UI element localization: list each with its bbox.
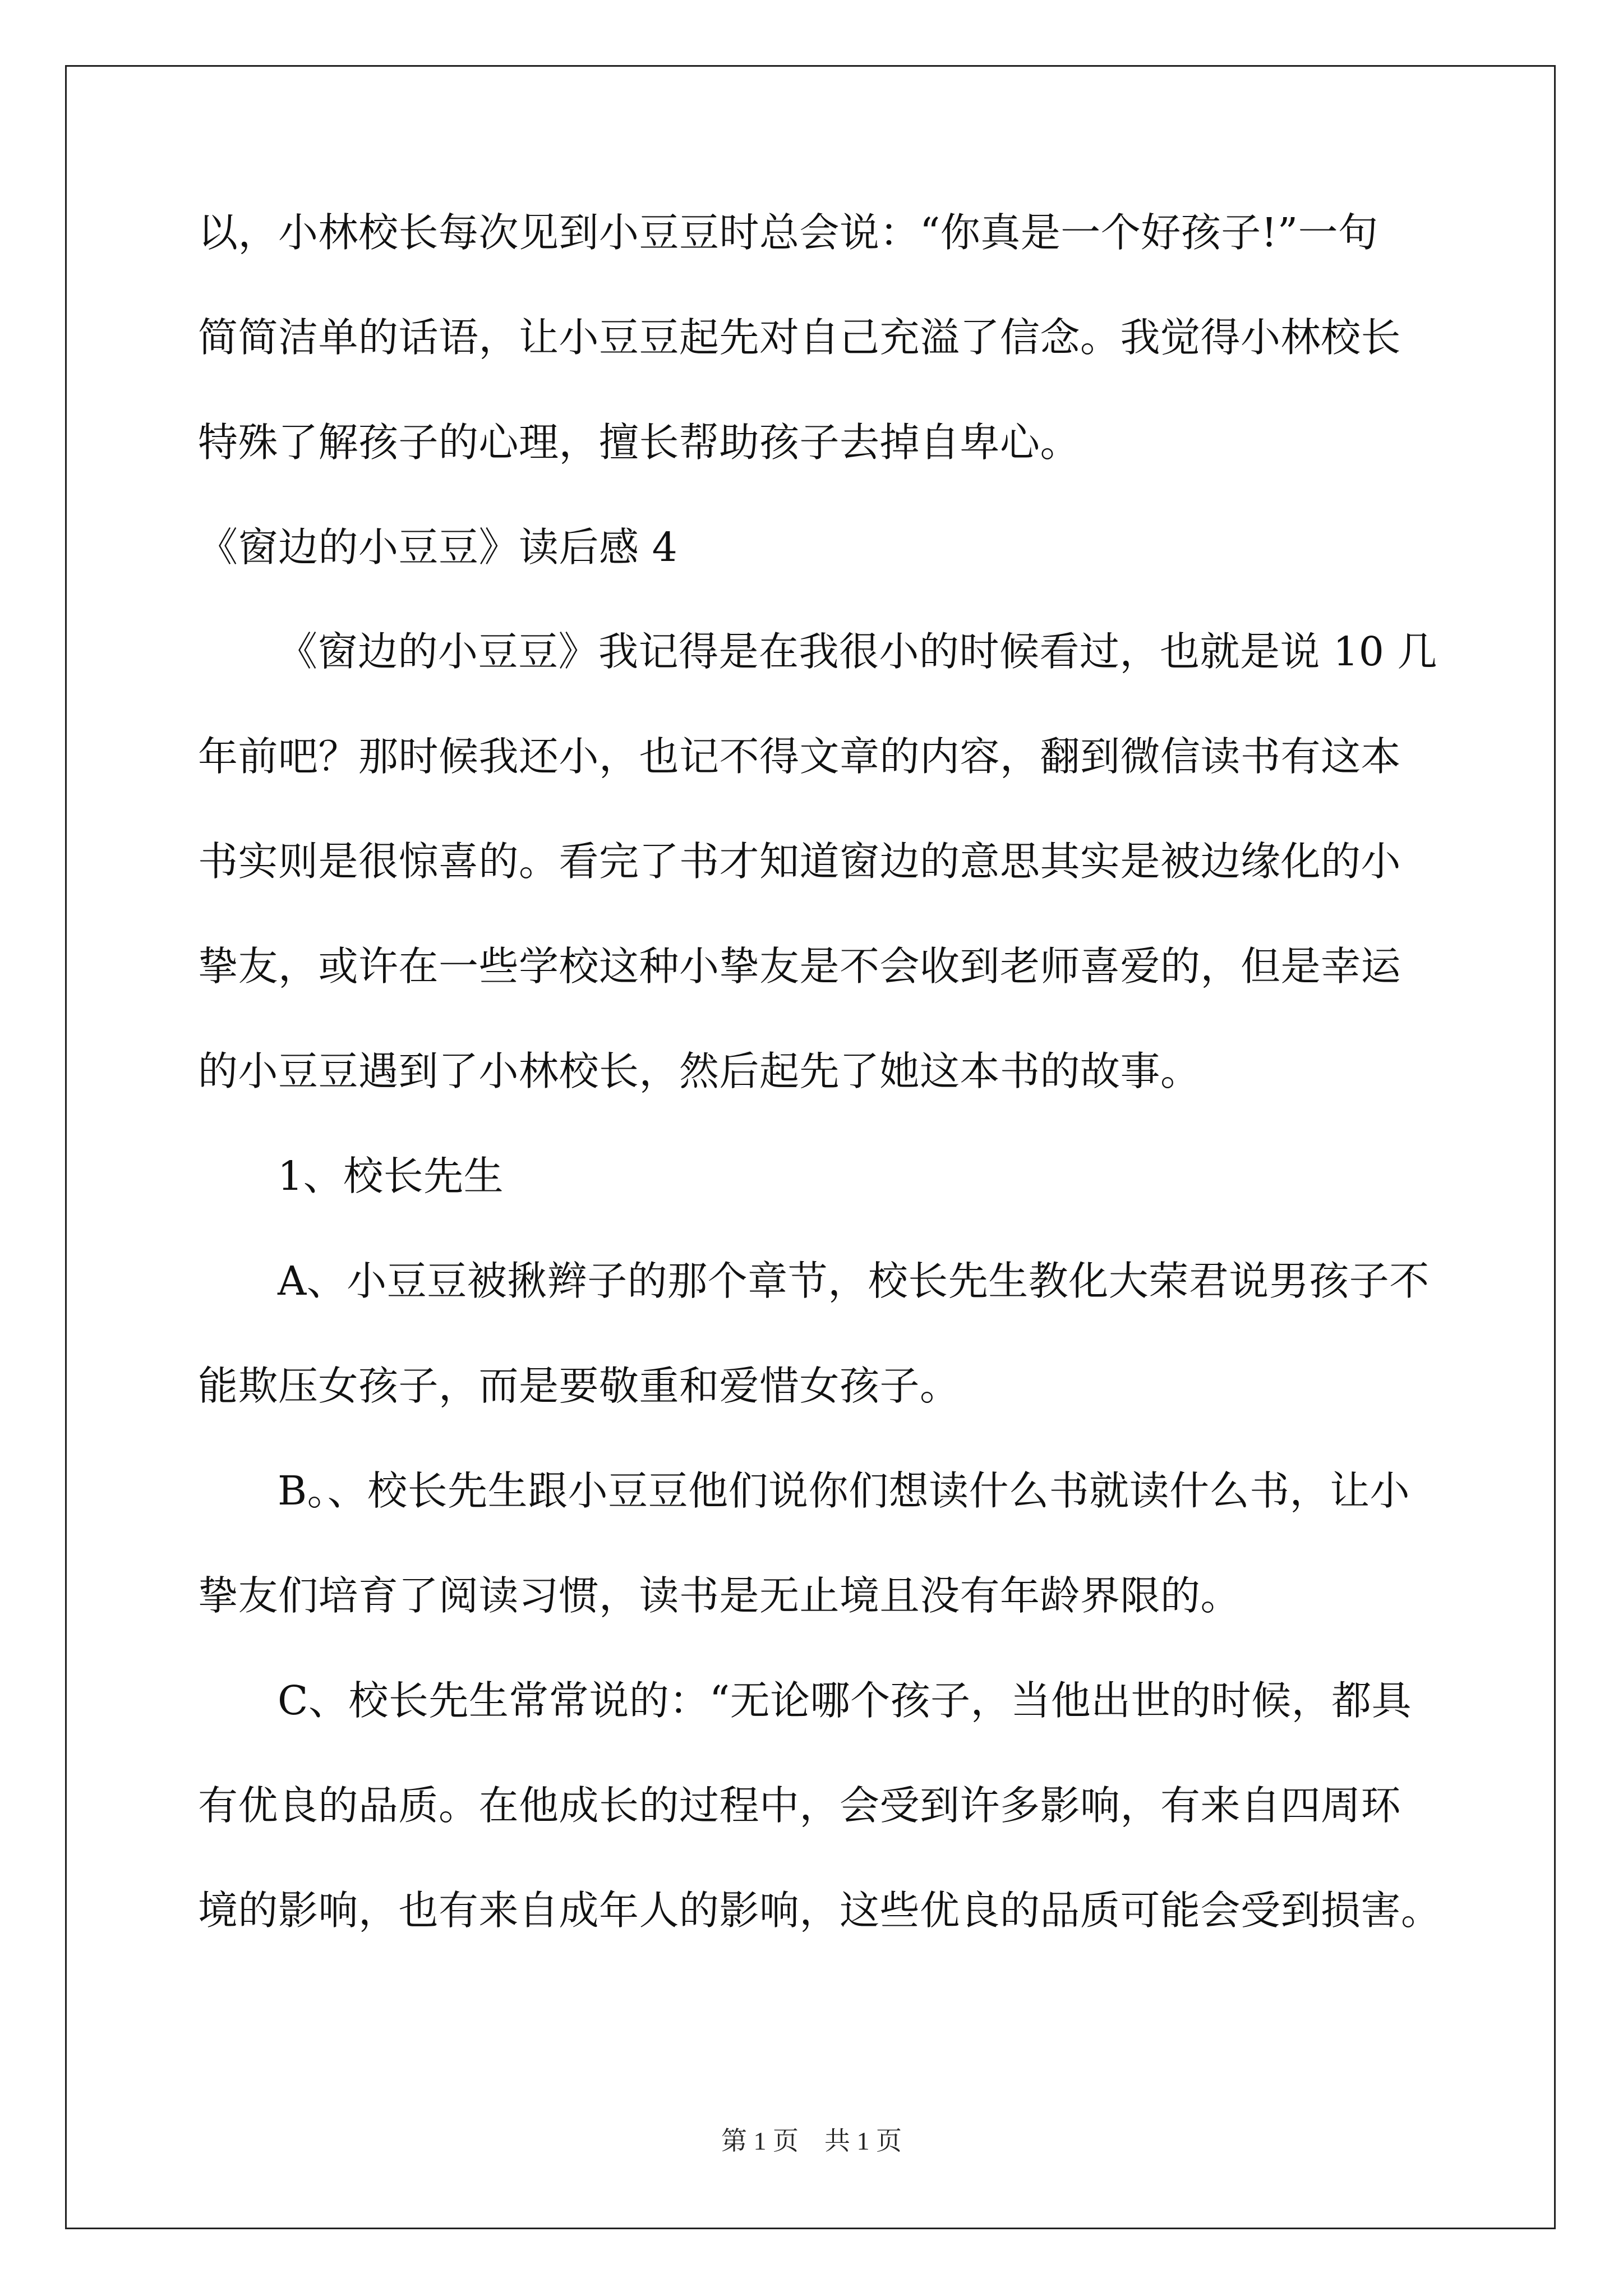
text-line: A、小豆豆被揪辫子的那个章节，校长先生教化大荣君说男孩子不: [278, 1258, 1430, 1304]
text-line: 以，小林校长每次见到小豆豆时总会说：“你真是一个好孩子!”一句: [198, 209, 1378, 256]
text-line: B。、校长先生跟小豆豆他们说你们想读什么书就读什么书，让小: [278, 1467, 1410, 1514]
text-line: 特殊了解孩子的心理，擅长帮助孩子去掉自卑心。: [198, 419, 1081, 466]
text-line: 简简洁单的话语，让小豆豆起先对自己充溢了信念。我觉得小林校长: [198, 314, 1401, 361]
text-line: 能欺压女孩子，而是要敬重和爱惜女孩子。: [198, 1363, 960, 1409]
page-number-footer: 第 1 页 共 1 页: [721, 2127, 902, 2155]
section-heading: 《窗边的小豆豆》读后感 4: [198, 524, 678, 570]
text-line: 书实则是很惊喜的。看完了书才知道窗边的意思其实是被边缘化的小: [198, 838, 1401, 885]
text-line: 的小豆豆遇到了小林校长，然后起先了她这本书的故事。: [198, 1048, 1201, 1094]
text-line: C、校长先生常常说的：“无论哪个孩子，当他出世的时候，都具: [278, 1677, 1412, 1724]
subheading: 1、校长先生: [278, 1153, 504, 1199]
text-line: 境的影响，也有来自成年人的影响，这些优良的品质可能会受到损害。: [198, 1887, 1441, 1934]
text-line: 挚友，或许在一些学校这种小挚友是不会收到老师喜爱的，但是幸运: [198, 943, 1401, 990]
text-line: 年前吧？那时候我还小，也记不得文章的内容，翻到微信读书有这本: [198, 733, 1401, 780]
text-line: 有优良的品质。在他成长的过程中，会受到许多影响，有来自四周环: [198, 1782, 1401, 1829]
text-line: 《窗边的小豆豆》我记得是在我很小的时候看过，也就是说 10 几: [278, 628, 1437, 675]
text-line: 挚友们培育了阅读习惯，读书是无止境且没有年龄界限的。: [198, 1572, 1241, 1619]
